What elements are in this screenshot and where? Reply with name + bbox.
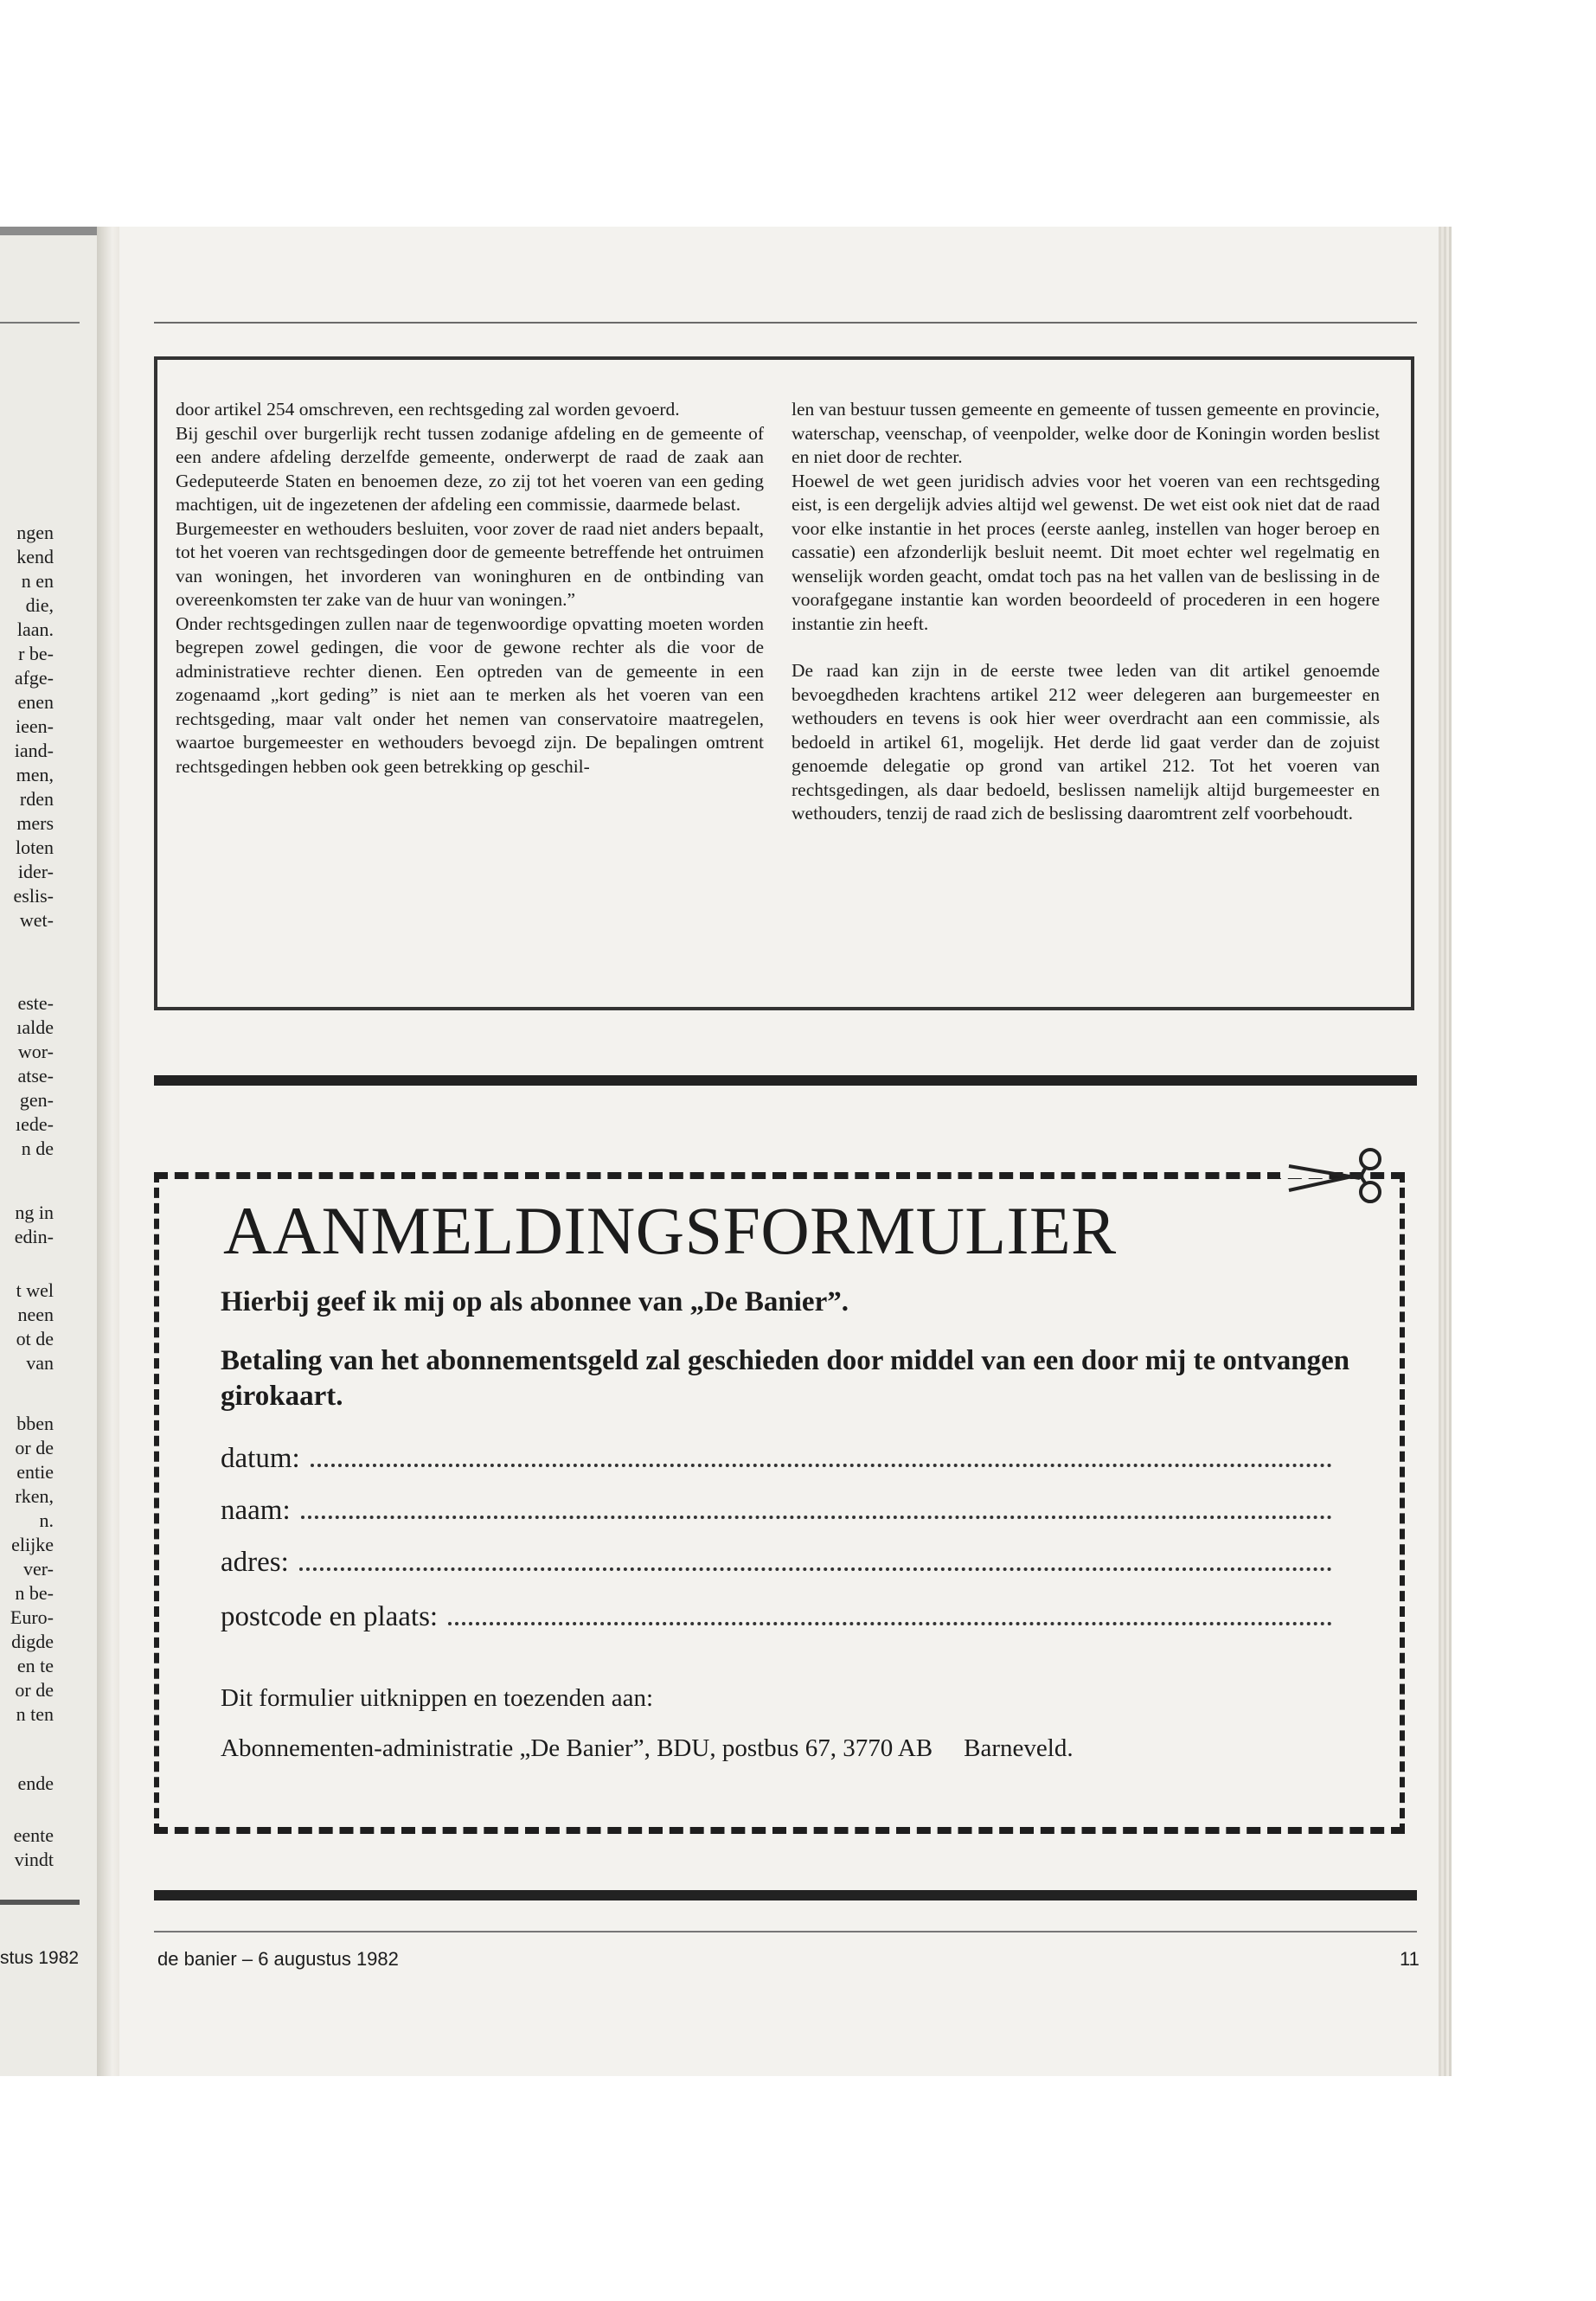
left-page-fragment: edin- — [14, 1226, 54, 1247]
left-page-fragment: eente — [13, 1824, 54, 1846]
left-page-fragment: kend — [16, 546, 54, 567]
article-right-column — [792, 398, 1380, 1003]
left-page-fragment: men, — [16, 764, 54, 785]
postcode-input-line[interactable] — [448, 1601, 1332, 1625]
form-title: AANMELDINGSFORMULIER — [223, 1193, 1117, 1268]
article-paragraph: door artikel 254 omschreven, een rechtsgeding zal worden gevoerd. — [176, 399, 680, 420]
name-input-line[interactable] — [301, 1495, 1332, 1519]
article-left-column — [176, 398, 764, 1003]
left-page-fragment: en te — [16, 1655, 54, 1676]
date-input-line[interactable] — [311, 1443, 1332, 1467]
left-page-fragment: este- — [17, 992, 54, 1014]
page-top-rule — [154, 322, 1417, 324]
article-paragraph: Bij geschil over burgerlijk recht tussen zodanige afdeling en de gemeente of een andere afdeling derzelfde gemeente, onderwerpt de raad de zaak aan Gedeputeerde Staten en benoemen deze, zo zij tot het voeren van een geding machtigen, uit de ingezetenen der afdeling een commissie, daarmede belast. — [176, 422, 764, 515]
left-page-fragment: van — [26, 1352, 54, 1374]
left-page-fragment: wet- — [19, 909, 54, 931]
left-page-fragment: r be- — [18, 643, 54, 664]
left-page-fragment: gen- — [19, 1089, 54, 1111]
mailing-address-line: Abonnementen-administratie „De Banier”, BDU, postbus 67, 3770 AB — [221, 1734, 933, 1762]
left-page-fragment: mers — [16, 812, 54, 834]
left-fragment-group — [14, 1823, 54, 1872]
left-page-fragment: vindt — [14, 1849, 54, 1870]
article-paragraph: Burgemeester en wethouders besluiten, voor zover de raad niet anders bepaalt, tot het voeren van rechtsgedingen door de gemeente betreffende het ontruimen van woningen, het invorderen van woninghuren en de ontbinding van overeenkomsten ter zake van de huur van woningen.” — [176, 517, 764, 610]
mailing-city: Barneveld. — [964, 1734, 1074, 1762]
left-page-fragment: rken, — [15, 1485, 54, 1507]
address-field[interactable] — [221, 1547, 1332, 1585]
left-page-fragment: afge- — [14, 667, 54, 689]
name-field[interactable] — [221, 1495, 1332, 1533]
left-page-footer: stus 1982 — [0, 1948, 80, 1968]
left-page-fragment: n be- — [15, 1582, 54, 1604]
footer-issue: de banier – 6 augustus 1982 — [157, 1948, 399, 1970]
left-page-fragment: eslis- — [13, 885, 54, 907]
left-page-fragment: die, — [25, 594, 54, 616]
page-number: 11 — [1400, 1948, 1420, 1970]
scissors-icon — [1280, 1140, 1393, 1209]
left-page-fragment: or de — [15, 1437, 54, 1458]
subscribe-statement: Hierbij geef ik mij op als abonnee van „De Banier”. — [221, 1286, 849, 1317]
left-page-fragment: atse- — [17, 1065, 54, 1086]
left-page-fragment: digde — [11, 1631, 54, 1652]
left-page-fragment: Euro- — [10, 1606, 54, 1628]
left-page-bottom-rule — [0, 1900, 80, 1905]
left-fragment-group — [14, 521, 54, 933]
left-page-fragment: ng in — [15, 1202, 54, 1223]
left-page-fragment: or de — [15, 1679, 54, 1701]
left-page-fragment: rden — [19, 788, 54, 810]
left-page-fragment: n ten — [16, 1703, 54, 1725]
left-page-top-rule — [0, 322, 80, 324]
article-paragraph: Hoewel de wet geen juridisch advies voor het voeren van een rechtsgeding eist, is een dergelijk advies altijd wel gewenst. De wet eist ook niet dat de raad voor elke instantie in het proces (eerste aanleg, instellen van hoger beroep en cassatie) een afzonderlijk besluit neemt. Dit moet echter wel regelmatig en wenselijk worden geacht, omdat toch pas na het vallen van de beslissing in de voorafgegane instantie kan worden beoordeeld of procederen in een hogere instantie zin heeft. — [792, 470, 1380, 634]
mailing-instruction: Dit formulier uitknippen en toezenden aan: — [221, 1684, 654, 1712]
postcode-field[interactable] — [221, 1601, 1332, 1639]
left-page-fragment: ıalde — [16, 1016, 54, 1038]
left-page-fragment: elijke — [11, 1534, 54, 1555]
address-input-line[interactable] — [299, 1547, 1332, 1571]
left-page-fragment: iand- — [14, 740, 54, 761]
article-paragraph: De raad kan zijn in de eerste twee leden van dit artikel genoemde bevoegdheden krachtens artikel 212 weer delegeren aan burgemeester en wethouders en tevens is ook hier weer overdracht aan een commissie, als bedoeld in artikel 61, mogelijk. Het derde lid gaat verder dan de zojuist genoemde delegatie op grond van artikel 212. Tot het voeren van rechtsgedingen, als daar bedoeld, beslissen namelijk altijd burgemeester en wethouders, tenzij de raad zich de beslissing daaromtrent zelf voorbehoudt. — [792, 660, 1380, 824]
date-field[interactable] — [221, 1443, 1332, 1481]
article-paragraph: Onder rechtsgedingen zullen naar de tegenwoordige opvatting moeten worden begrepen zowel gedingen, die voor de gewone rechter als die voor de administratieve rechter dienen. Een optreden van de gemeente in een zogenaamd „kort geding” is niet aan te merken als het voeren van een rechtsgeding, maar valt onder het nemen van conservatoire maatregelen, waartoe burgemeester en wethouders bevoegd zijn. De bepalingen omtrent rechtsgedingen hebben ook geen betrekking op geschil- — [176, 612, 764, 777]
left-page-fragment: loten — [16, 836, 54, 858]
left-fragment-group — [16, 1279, 54, 1375]
footer-rule — [154, 1931, 1417, 1932]
mailing-address — [221, 1734, 1074, 1763]
left-page-fragment: bben — [16, 1413, 54, 1434]
postcode-label: postcode en plaats: — [221, 1601, 439, 1632]
left-page-fragment: ieen- — [16, 715, 54, 737]
left-fragment-group — [16, 991, 54, 1161]
left-page-fragment: ngen — [16, 522, 54, 543]
left-page-fragment: enen — [17, 691, 54, 713]
left-fragment-group — [10, 1412, 54, 1727]
left-page-fragment: n en — [21, 570, 54, 592]
left-page-fragment: ider- — [17, 861, 54, 882]
left-fragment-group — [15, 1201, 54, 1249]
left-page-fragment: t wel — [16, 1279, 54, 1301]
left-page-fragment: ıede- — [16, 1113, 54, 1135]
left-page-fragment: ver- — [23, 1558, 54, 1580]
left-page-fragment: wor- — [17, 1041, 54, 1062]
left-page-fragment: entie — [16, 1461, 54, 1483]
separator-bar — [154, 1890, 1417, 1900]
separator-bar — [154, 1075, 1417, 1086]
address-label: adres: — [221, 1547, 289, 1578]
payment-statement: Betaling van het abonnementsgeld zal geschieden door middel van een door mij te ontvangen girokaart. — [221, 1345, 1350, 1412]
left-page-fragment: ende — [17, 1772, 54, 1794]
left-fragment-group — [17, 1772, 54, 1796]
article-paragraph: len van bestuur tussen gemeente en gemeente of tussen gemeente en provincie, waterschap, veenschap, of veenpolder, welke door de Koningin worden beslist en niet door de rechter. — [792, 399, 1380, 467]
date-label: datum: — [221, 1443, 300, 1474]
left-page-fragment: n. — [39, 1509, 54, 1531]
left-page-fragment: laan. — [16, 619, 54, 640]
left-page-fragment: n de — [21, 1138, 54, 1159]
left-page-fragment: ot de — [16, 1328, 54, 1349]
left-page-fragment: neen — [17, 1304, 54, 1325]
name-label: naam: — [221, 1495, 291, 1526]
